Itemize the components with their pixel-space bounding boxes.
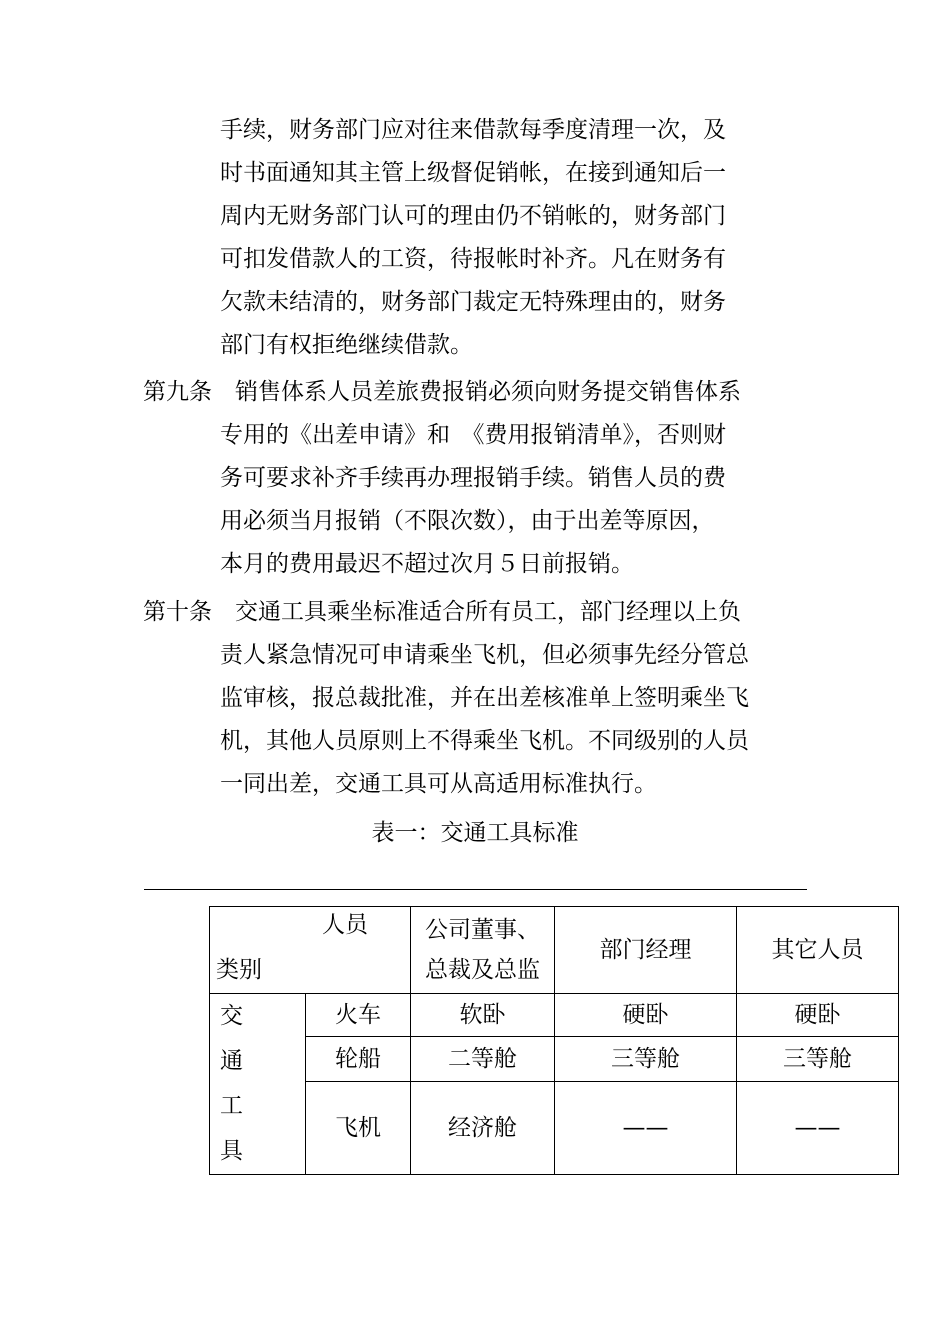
mode-cell: 飞机 — [306, 1082, 411, 1175]
value-cell: 三等舱 — [737, 1036, 899, 1082]
table-row — [210, 1036, 899, 1082]
table-row — [210, 994, 899, 1037]
header-directors-line1: 公司董事、 — [425, 917, 540, 943]
paragraph-line: 欠款未结清的，财务部门裁定无特殊理由的，财务 — [220, 289, 726, 315]
value-cell: 经济舱 — [411, 1082, 555, 1175]
paragraph-line: 用必须当月报销（不限次数），由于出差等原因， — [220, 508, 715, 534]
value-cell: 硬卧 — [555, 994, 737, 1037]
paragraph-line: 部门有权拒绝继续借款。 — [220, 332, 473, 358]
value-cell: 软卧 — [411, 994, 555, 1037]
paragraph-line: 可扣发借款人的工资，待报帐时补齐。凡在财务有 — [220, 246, 726, 272]
horizontal-rule — [144, 889, 807, 890]
article-9-heading-line: 第九条 销售体系人员差旅费报销必须向财务提交销售体系 — [143, 379, 741, 405]
mode-cell: 火车 — [306, 994, 411, 1037]
paragraph-line: 本月的费用最迟不超过次月５日前报销。 — [220, 551, 634, 577]
group-char: 通 — [220, 1048, 243, 1074]
header-others-cell: 其它人员 — [737, 907, 899, 994]
header-managers-cell: 部门经理 — [555, 907, 737, 994]
paragraph-line: 专用的《出差申请》和 《费用报销清单》，否则财 — [220, 422, 726, 448]
table-row — [210, 1082, 899, 1175]
value-cell: —— — [737, 1082, 899, 1175]
header-personnel-label: 人员 — [322, 912, 368, 938]
value-cell: 二等舱 — [411, 1036, 555, 1082]
value-cell: 硬卧 — [737, 994, 899, 1037]
group-char: 具 — [220, 1138, 243, 1164]
group-char: 工 — [220, 1093, 243, 1119]
header-category-label: 类别 — [216, 957, 262, 983]
mode-cell: 轮船 — [306, 1036, 411, 1082]
paragraph-line: 机，其他人员原则上不得乘坐飞机。不同级别的人员 — [220, 728, 749, 754]
diagonal-header-cell — [210, 907, 411, 994]
table-caption: 表一：交通工具标准 — [371, 820, 579, 846]
paragraph-line: 手续，财务部门应对往来借款每季度清理一次，及 — [220, 117, 726, 143]
value-cell: —— — [555, 1082, 737, 1175]
paragraph-line: 务可要求补齐手续再办理报销手续。销售人员的费 — [220, 465, 726, 491]
paragraph-line: 责人紧急情况可申请乘坐飞机，但必须事先经分管总 — [220, 642, 749, 668]
paragraph-line: 一同出差，交通工具可从高适用标准执行。 — [220, 771, 657, 797]
paragraph-line: 监审核，报总裁批准，并在出差核准单上签明乘坐飞 — [220, 685, 749, 711]
table-header-row — [210, 907, 899, 994]
paragraph-line: 周内无财务部门认可的理由仍不销帐的，财务部门 — [220, 203, 726, 229]
article-10-heading-line: 第十条 交通工具乘坐标准适合所有员工，部门经理以上负 — [143, 599, 741, 625]
header-directors-cell — [411, 907, 555, 994]
header-directors-line2: 总裁及总监 — [425, 957, 540, 983]
value-cell: 三等舱 — [555, 1036, 737, 1082]
group-char: 交 — [220, 1003, 243, 1029]
transport-group-cell — [210, 994, 306, 1175]
paragraph-line: 时书面通知其主管上级督促销帐，在接到通知后一 — [220, 160, 726, 186]
transport-standard-table — [209, 906, 899, 1175]
